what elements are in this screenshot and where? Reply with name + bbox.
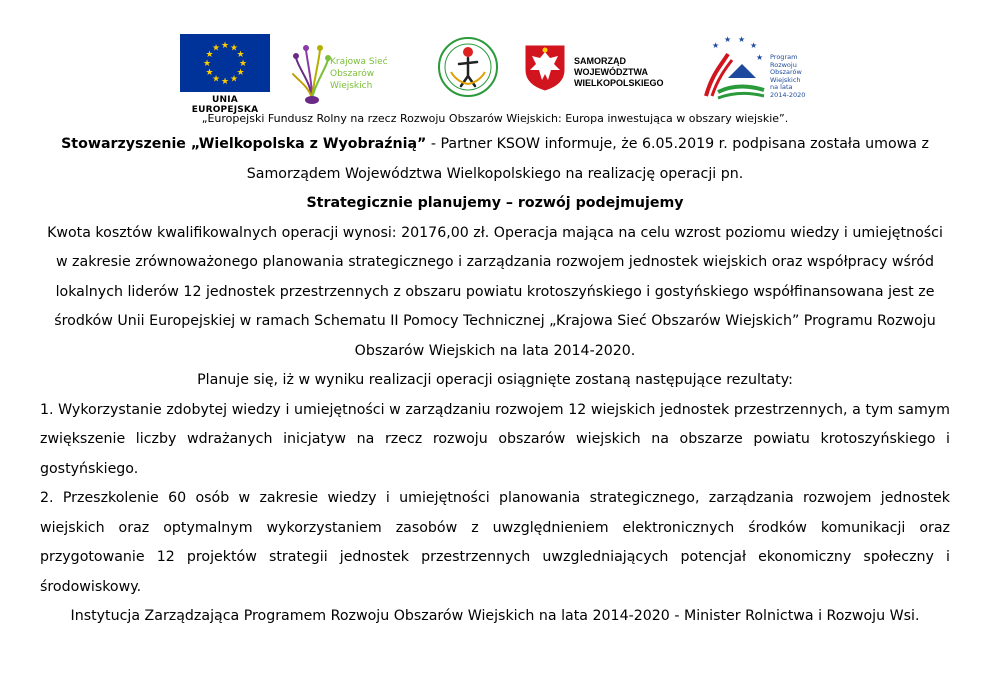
organization-name: Stowarzyszenie „Wielkopolska z Wyobraźnią” bbox=[61, 136, 427, 152]
eu-flag-icon bbox=[180, 34, 270, 92]
svg-text:★: ★ bbox=[236, 50, 245, 60]
prow-line5: na lata 2014-2020 bbox=[770, 83, 806, 99]
ksow-line2: Obszarów Wiejskich bbox=[330, 69, 375, 91]
prow-line2: Rozwoju bbox=[770, 60, 797, 69]
svg-text:★: ★ bbox=[229, 43, 239, 54]
result-item-1: 1. Wykorzystanie zdobytej wiedzy i umiejętności w zarządzaniu rozwojem 12 wiejskich jednostek przestrzennych, a tym samym zwiększenie liczby wdrażanych inicjatyw na rzecz rozwoju obszarów wiejskich na obszarze powiatu krotoszyńskiego i gostyńskiego. bbox=[40, 401, 950, 477]
result-item-2: 2. Przeszkolenie 60 osób w zakresie wiedzy i umiejętności planowania strategicznego, zarządzania rozwojem jednostek wiejskich oraz optymalnym wykorzystaniem zasobów z uwzględnieniem elektronicznych środków komunikacji oraz przygotowanie 12 projektów strategii jednostek przestrzennych uwzgledniających potencjał ekonomiczny społeczny i środowiskowy. bbox=[40, 490, 950, 595]
svg-text:★: ★ bbox=[220, 41, 230, 51]
wlkp-line1: SAMORZĄD WOJEWÓDZTWA bbox=[574, 56, 648, 77]
eafrd-caption: „Europejski Fundusz Rolny na rzecz Rozwoju Obszarów Wiejskich: Europa inwestująca w obszary wiejskie”. bbox=[201, 112, 789, 125]
intro-paragraph bbox=[40, 130, 950, 189]
svg-text:★: ★ bbox=[211, 74, 221, 85]
ksow-line1: Krajowa Sieć bbox=[330, 57, 388, 67]
prow-line3: Obszarów bbox=[770, 68, 802, 76]
intro-text: - Partner KSOW informuje, że 6.05.2019 r. podpisana została umowa z Samorządem Województwa Wielkopolskiego na realizację operacji pn. bbox=[246, 136, 929, 182]
svg-text:★: ★ bbox=[211, 43, 221, 54]
svg-text:★: ★ bbox=[756, 53, 764, 62]
ksow-logo bbox=[290, 36, 400, 106]
logo-bar bbox=[0, 30, 990, 115]
wielkopolska-logo bbox=[520, 42, 690, 92]
prow-line1: Program bbox=[770, 53, 798, 61]
prow-line4: Wiejskich bbox=[770, 75, 801, 84]
svg-text:★: ★ bbox=[724, 35, 732, 44]
cost-paragraph: Kwota kosztów kwalifikowalnych operacji wynosi: 20176,00 zł. Operacja mająca na celu wzrost poziomu wiedzy i umiejętności w zakresie zrównoważonego planowania strategicznego i zarządzania rozwojem jednostek wiejskich oraz współpracy wśród lokalnych liderów 12 jednostek przestrzennych z obszaru powiatu krotoszyńskiego i gostyńskiego współfinansowana jest ze środków Unii Europejskiej w ramach Schematu II Pomocy Technicznej „Krajowa Sieć Obszarów Wiejskich” Programu Rozwoju Obszarów Wiejskich na lata 2014-2020. bbox=[47, 224, 943, 359]
ksow-plant-icon bbox=[290, 36, 334, 106]
eu-caption: UNIA EUROPEJSKA bbox=[191, 95, 259, 115]
managing-authority: Instytucja Zarządzająca Programem Rozwoju Obszarów Wiejskich na lata 2014-2020 - Minister Rolnictwa i Rozwoju Wsi. bbox=[70, 608, 920, 624]
svg-text:★: ★ bbox=[738, 35, 746, 44]
results-intro: Planuje się, iż w wyniku realizacji operacji osiągnięte zostaną następujące rezultaty: bbox=[197, 372, 793, 388]
svg-text:★: ★ bbox=[205, 50, 214, 60]
svg-text:★: ★ bbox=[229, 74, 239, 85]
prow-logo bbox=[698, 34, 808, 104]
eagle-shield-icon bbox=[520, 42, 570, 92]
operation-title: Strategicznie planujemy – rozwój podejmujemy bbox=[306, 195, 684, 211]
svg-text:★: ★ bbox=[750, 41, 758, 50]
svg-text:★: ★ bbox=[236, 68, 245, 78]
association-emblem-icon bbox=[437, 32, 499, 102]
document-body bbox=[40, 130, 950, 632]
svg-text:★: ★ bbox=[202, 59, 212, 69]
svg-text:★: ★ bbox=[712, 41, 720, 50]
wlkp-line2: WIELKOPOLSKIEGO bbox=[574, 78, 664, 88]
prow-emblem-icon bbox=[698, 34, 770, 104]
eu-logo bbox=[180, 34, 270, 115]
svg-text:★: ★ bbox=[205, 68, 214, 78]
svg-text:★: ★ bbox=[220, 77, 230, 87]
association-logo bbox=[437, 32, 499, 102]
svg-text:★: ★ bbox=[238, 59, 248, 69]
